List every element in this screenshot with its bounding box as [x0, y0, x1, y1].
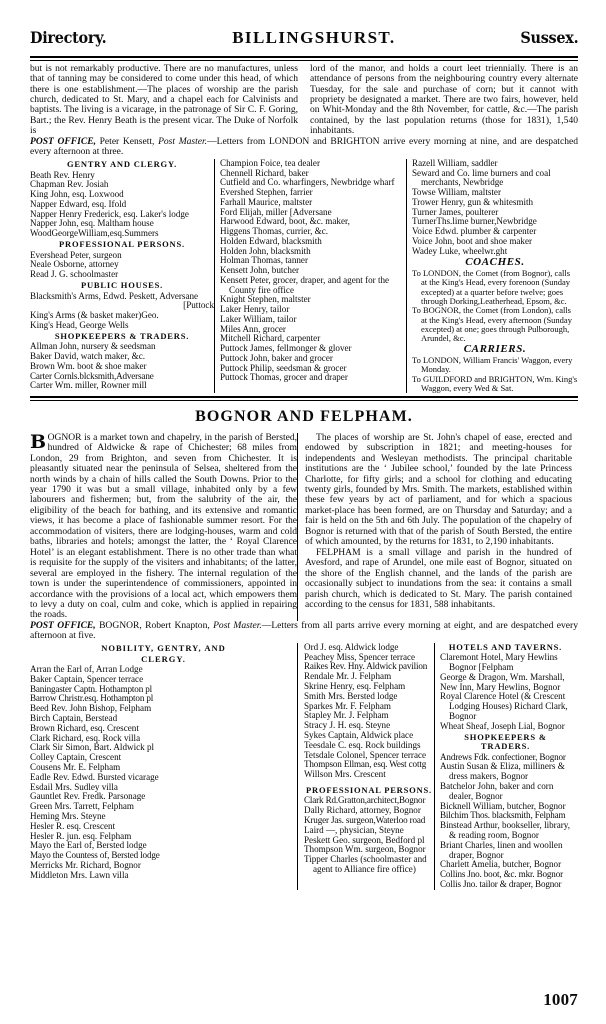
- carrier-service: To GUILDFORD and BRIGHTON, Wm. King's Waggon, every Wed & Sat.: [412, 373, 578, 394]
- list-item: King's Arms (& basket maker)Geo.: [30, 310, 159, 321]
- list-item: Champion Foice, tea dealer: [220, 157, 320, 168]
- list-item: Smith Mrs. Bersted lodge: [304, 690, 398, 701]
- carrier-service: To LONDON, William Francis' Waggon, every Monday.: [412, 355, 573, 375]
- list-item: Clark Richard, esq. Rock villa: [30, 732, 141, 743]
- category-shopkeepers-and-traders: SHOPKEEPERS & TRADERS.: [54, 331, 190, 342]
- list-item: Beath Rev. Henry: [30, 169, 95, 180]
- post-office-name: Peter Kensett,: [99, 135, 155, 147]
- list-item: Tetsdale Colonel, Spencer terrace: [304, 749, 427, 760]
- list-item: Willson Mrs. Crescent: [304, 769, 386, 780]
- directory-column-1: [30, 159, 214, 394]
- list-item: Wheat Sheaf, Joseph Lial, Bognor: [440, 720, 565, 731]
- list-item: Baningaster Captn. Hothampton pl: [30, 683, 152, 694]
- list-item: Holden John, blacksmith: [220, 245, 311, 256]
- list-item: Evershead Peter, surgeon: [30, 249, 122, 260]
- billingshurst-intro: [30, 64, 578, 137]
- list-item: Arran the Earl of, Arran Lodge: [30, 663, 143, 674]
- list-item: Seward and Co. lime burners and coal merchants, Newbridge: [412, 167, 551, 188]
- page-number: 1007: [543, 990, 578, 1009]
- drop-cap: B: [30, 430, 47, 453]
- bognor-listing-column-right: [297, 643, 571, 890]
- list-item: Knight Stephen, maltster: [220, 294, 311, 305]
- post-office-place: BOGNOR,: [99, 619, 142, 631]
- list-item: Teesdale C. esq. Rock buildings: [304, 739, 421, 750]
- list-item: Bilchim Thos. blacksmith, Felpham: [440, 810, 566, 821]
- bracket-note: [Puttock: [183, 300, 214, 311]
- list-item: Kruger Jas. surgeon,Waterloo road: [304, 814, 426, 825]
- list-item: Beed Rev. John Bishop, Felpham: [30, 703, 152, 714]
- running-head-left: Directory.: [30, 28, 107, 47]
- list-item: Esdail Mrs. Sudley villa: [30, 781, 118, 792]
- list-item: Skrine Henry, esq. Felpham: [304, 681, 406, 692]
- category-hotels-and-taverns: HOTELS AND TAVERNS.: [448, 641, 563, 652]
- list-item: WoodGeorgeWilliam,esq.Summers: [30, 228, 159, 239]
- list-item: Miles Ann, grocer: [220, 323, 286, 334]
- list-item: Laird —, physician, Steyne: [304, 824, 404, 835]
- list-item: Read J. G. schoolmaster: [30, 269, 119, 280]
- list-item: Claremont Hotel, Mary Hewlins Bognor [Felpham: [440, 652, 558, 672]
- list-item: Higgens Thomas, currier, &c.: [220, 226, 329, 237]
- list-item: Allman John, nursery & seedsman: [30, 341, 156, 352]
- list-item: Kensett Peter, grocer, draper, and agent for the County fire office: [220, 274, 390, 295]
- list-item: Puttock Thomas, grocer and draper: [220, 372, 348, 383]
- post-office-name: Robert Knapton,: [145, 619, 210, 631]
- list-item: Eadle Rev. Edwd. Bursted vicarage: [30, 771, 159, 782]
- bognor-post-office: [30, 621, 578, 642]
- category-professional-persons: PROFESSIONAL PERSONS.: [306, 785, 432, 796]
- list-item: Ford Elijah, miller [Adversane: [220, 206, 332, 217]
- page-title: BILLINGSHURST.: [232, 28, 396, 47]
- bognor-listing-subcolumns: [304, 643, 571, 890]
- list-item: Mitchell Richard, carpenter: [220, 333, 321, 344]
- list-item: King's Head, George Wells: [30, 319, 129, 330]
- list-item: Rendale Mr. J. Felpham: [304, 671, 392, 682]
- list-item: Binstead Arthur, bookseller, library, & reading room, Bognor: [440, 820, 571, 841]
- category-carriers: CARRIERS.: [463, 343, 527, 356]
- directory-column-3: [406, 159, 578, 394]
- list-item: Puttock John, baker and grocer: [220, 352, 333, 363]
- list-item: Holden Edward, blacksmith: [220, 235, 322, 246]
- bognor-worship-text: The places of worship are St. John's chapel of ease, erected and endowed by subscription in 1821; and meeting-houses for independents and Wesleyan methodists. The principal charitable institutions are the ‘ Jubilee school,’ founded by the late Princess Charlotte, for fifty girls; and a school for clothing and educating twenty girls, founded by Mrs. Smith. The markets, established within these few years by act of parliament, and for which a spacious market-place has been formed, are on Thursday and Saturday; and a fair is held on the 5th and 6th July. The population of the chapelry of Bognor is returned with that of the parish of South Bersted, the entire of which amounted, by the returns for 1831, to 2,190 inhabitants.: [305, 431, 572, 548]
- list-item: Kensett John, butcher: [220, 265, 300, 276]
- column-gutter: [298, 64, 310, 137]
- category-coaches: COACHES.: [465, 256, 525, 269]
- list-item: Laker William, tailor: [220, 313, 297, 324]
- felpham-text: is a small village and parish in the hundred of Avesford, and rape of Arundel, one mile east of Bognor, situated on the shore of the English channel, and the lands of the parish are occasionally subject to inundations from the sea: it contains a small parish church, which is dedicated to St. Mary. The parish contained according to the census for 1831, 588 inhabitants.: [305, 546, 572, 610]
- list-item: Hesler R. jun. esq. Felpham: [30, 830, 132, 841]
- post-office-role: Post Master.: [213, 619, 262, 631]
- list-item: Batchelor John, baker and corn dealer, Bognor: [440, 781, 554, 801]
- list-item: Voice Edwd. plumber & carpenter: [412, 226, 537, 237]
- directory-column-2: [214, 159, 406, 394]
- list-item: Sparkes Mr. F. Felpham: [304, 700, 391, 711]
- list-item: Napper Henry Frederick, esq. Laker's lodge: [30, 208, 189, 219]
- list-item: Turner James, poulterer: [412, 206, 499, 217]
- list-item: Evershed Stephen, farrier: [220, 187, 313, 198]
- bognor-listings: [30, 643, 578, 890]
- list-item: Puttock James, fellmonger & glover: [220, 343, 352, 354]
- list-item: Clark Sir Simon, Bart. Aldwick pl: [30, 742, 155, 753]
- coach-service: To BOGNOR, the Comet (from London), calls at the King's Head, every afternoon (Sunday excepted) at one; goes through Pulborough, Arundel, &c.: [412, 305, 572, 344]
- bognor-column-right: [297, 433, 572, 621]
- list-item: Neale Osborne, attorney: [30, 259, 119, 270]
- list-item: Colley Captain, Crescent: [30, 752, 122, 763]
- list-item: Cutfield and Co. wharfingers, Newbridge wharf: [220, 177, 395, 188]
- post-office-label: POST OFFICE,: [30, 619, 96, 631]
- list-item: Tipper Charles (schoolmaster and agent to Alliance fire office): [304, 854, 427, 874]
- list-item: Austin Susan & Eliza, milliners & dress makers, Bognor: [440, 761, 565, 782]
- list-item: Middleton Mrs. Lawn villa: [30, 869, 129, 880]
- list-item: Royal Clarence Hotel (& Crescent Lodging Houses) Richard Clark, Bognor: [440, 691, 568, 721]
- list-item: Holman Thomas, tanner: [220, 255, 308, 266]
- post-office-text: —Letters from all parts arrive every morning at eight, and are despatched every afternoon at five.: [30, 619, 578, 642]
- list-item: New Inn, Mary Hewlins, Bognor: [440, 681, 561, 692]
- intro-column-right: lord of the manor, and holds a court leet triennially. There is an attendance of persons from the neighbouring country every alternate Tuesday, for the sale and purchase of corn; but it cannot with propriety be designated a market. There are two fairs, however, held on Whit-Monday and the 8th November, for cattle, &c.—The parish contained, by the last population returns (those for 1831), 1,540 inhabitants.: [310, 62, 578, 137]
- felpham-paragraph: [305, 548, 572, 611]
- intro-column-left: but is not remarkably productive. There are no manufactures, unless that of tanning may be considered to come under this head, of which there is one establishment.—The places of worship are the parish church, dedicated to St. Mary, and a chapel each for Calvinists and baptists. The living is a vicarage, in the patronage of Sir C. F. Goring, Bart.; the Rev. Henry Beath is the present vicar. The Duke of Norfolk is: [30, 62, 298, 137]
- list-item: Farhall Maurice, maltster: [220, 196, 313, 207]
- list-item: Stapley Mr. J. Felpham: [304, 710, 389, 721]
- list-item: Collins Jno. boot, &c. mkr. Bognor: [440, 869, 563, 880]
- billingshurst-directory: [30, 159, 578, 394]
- directory-page: [30, 28, 578, 1008]
- list-item: Heming Mrs. Steyne: [30, 810, 106, 821]
- list-item: Baker Captain, Spencer terrace: [30, 673, 144, 684]
- list-item: Clark Rd.Gratton,architect,Bognor: [304, 795, 426, 806]
- list-item: Collis Jno. tailor & draper, Bognor: [440, 879, 562, 889]
- list-item: Stracy J. H. esq. Steyne: [304, 720, 391, 731]
- category-nobility-gentry-clergy-line2: CLERGY.: [141, 653, 186, 664]
- list-item: Gauntlet Rev. Fredk. Parsonage: [30, 791, 146, 802]
- list-item: Briant Charles, linen and woollen draper, Bognor: [440, 839, 563, 860]
- list-item: Peachey Miss, Spencer terrace: [304, 651, 416, 662]
- list-item: Charlett Amelia, butcher, Bognor: [440, 859, 562, 870]
- felpham-lead-in: FELPHAM: [316, 546, 361, 558]
- list-item: Dally Richard, attorney, Bognor: [304, 805, 421, 816]
- bognor-intro-text: OGNOR is a market town and chapelry, in the parish of Bersted, hundred of Aldwicke & rape of Chichester; 68 miles from London, 29 from Brighton, and seven from Chichester. It is pleasantly situated near the peninsula of Selsea, sheltered from the north winds by a chain of hills called the South Downs. Prior to the year 1790 it was but a small village, inhabited only by a few labourers and fishermen; but, from the salubrity of the air, the eligibility of the beach for bathing, and its extensive and romantic views, it has become a place of fashionable summer resort. For the accommodation of visiters, there are lodging-houses, warm and cold baths, libraries and hotels; amongst the latter, the ‘ Royal Clarence Hotel’ is an elegant establishment. There is no other trade than what is requisite for the supply of the visiters and inhabitants; of the latter, several are employed in the fishery. The internal regulation of the town is under the superintendence of commissioners, appointed in accordance with the provisions of a local act, which empowers them to levy a duty on coal, culm and coke, which is applied in repairing the roads.: [30, 431, 297, 621]
- coach-service: To LONDON, the Comet (from Bognor), calls at the King's Head, every forenoon (Sunday excepted) at a quarter before twelve; goes through Dorking,Leatherhead, Epsom, &c.: [412, 268, 571, 306]
- running-head-right: Sussex.: [520, 28, 578, 47]
- list-item: Andrews Fdk. confectioner, Bognor: [440, 751, 566, 762]
- list-item: Hesler R. esq. Crescent: [30, 820, 116, 831]
- list-item: Carter Cornls.blcksmith,Adversane: [30, 370, 154, 381]
- list-item: Napper John, esq. Maltham house: [30, 218, 154, 229]
- category-nobility-gentry-clergy-line1: NOBILITY, GENTRY, AND: [101, 643, 226, 654]
- list-item: Harwood Edward, boot, &c. maker,: [220, 216, 350, 227]
- billingshurst-post-office: [30, 137, 578, 158]
- list-item: Green Mrs. Tarrett, Felpham: [30, 801, 134, 812]
- list-item: Merricks Mr. Richard, Bognor: [30, 859, 141, 870]
- section-heading-bognor-and-felpham: BOGNOR AND FELPHAM.: [195, 407, 413, 425]
- header-rule: [30, 56, 578, 61]
- list-item: Cousens Mr. E. Felpham: [30, 761, 121, 772]
- bognor-listing-column-left: [30, 643, 297, 890]
- post-office-text: —Letters from LONDON and BRIGHTON arrive every morning at nine, and are despatched every afternoon at three.: [30, 135, 578, 158]
- category-gentry-and-clergy: GENTRY AND CLERGY.: [66, 159, 178, 170]
- list-item: Peskett Geo. surgeon, Bedford pl: [304, 834, 425, 845]
- list-item: Raikes Rev. Hny. Aldwick pavilion: [304, 661, 428, 672]
- list-item: Ord J. esq. Aldwick lodge: [304, 641, 399, 652]
- list-item: Puttock Philip, seedsman & grocer: [220, 362, 347, 373]
- list-item: Blacksmith's Arms, Edwd. Peskett, Adversane: [30, 290, 199, 301]
- list-item: Carter Wm. miller, Rowner mill: [30, 380, 147, 391]
- category-public-houses: PUBLIC HOUSES.: [80, 280, 164, 291]
- category-professional-persons: PROFESSIONAL PERSONS.: [59, 239, 185, 250]
- list-item: Napper Edward, esq. Ifold: [30, 198, 127, 209]
- list-item: Thompson Wm. surgeon, Bognor: [304, 844, 426, 855]
- list-item: Mayo the Countess of, Bersted lodge: [30, 850, 160, 861]
- list-item: Bicknell William, butcher, Bognor: [440, 800, 566, 811]
- list-item: George & Dragon, Wm. Marshall,: [440, 671, 565, 682]
- list-item: Chennell Richard, baker: [220, 167, 309, 178]
- list-item: TurnerThs.lime burner,Newbridge: [412, 216, 537, 227]
- bognor-subcolumn-1: [304, 643, 434, 890]
- bognor-subcolumn-2: [434, 643, 571, 890]
- list-item: Laker Henry, tailor: [220, 304, 290, 315]
- list-item: Sykes Captain, Aldwick place: [304, 730, 414, 741]
- category-shopkeepers-and-traders: SHOPKEEPERS & TRADERS.: [464, 731, 547, 752]
- list-item: Towse William, maltster: [412, 187, 501, 198]
- running-head: [30, 28, 578, 54]
- bognor-intro: [30, 430, 578, 621]
- list-item: Barrow Christr.esq. Hothampton pl: [30, 693, 154, 704]
- list-item: Brown Richard, esq. Crescent: [30, 722, 139, 733]
- list-item: Brown Wm. boot & shoe maker: [30, 360, 147, 371]
- bognor-column-left: [30, 430, 297, 621]
- list-item: Trower Henry, gun & whitesmith: [412, 196, 534, 207]
- post-office-label: POST OFFICE,: [30, 135, 96, 147]
- list-item: Razell William, saddler: [412, 157, 498, 168]
- list-item: Birch Captain, Berstead: [30, 712, 118, 723]
- list-item: Voice John, boot and shoe maker: [412, 235, 533, 246]
- list-item: Baker David, watch maker, &c.: [30, 351, 146, 362]
- list-item: Wadey Luke, wheelwr.ght: [412, 245, 508, 256]
- post-office-role: Post Master.: [158, 135, 208, 147]
- list-item: King John, esq. Loxwood: [30, 189, 124, 200]
- list-item: Thompson Ellman, esq. West cottg: [304, 759, 427, 770]
- list-item: Mayo the Earl of, Bersted lodge: [30, 840, 147, 851]
- list-item: Chapman Rev. Josiah: [30, 179, 109, 190]
